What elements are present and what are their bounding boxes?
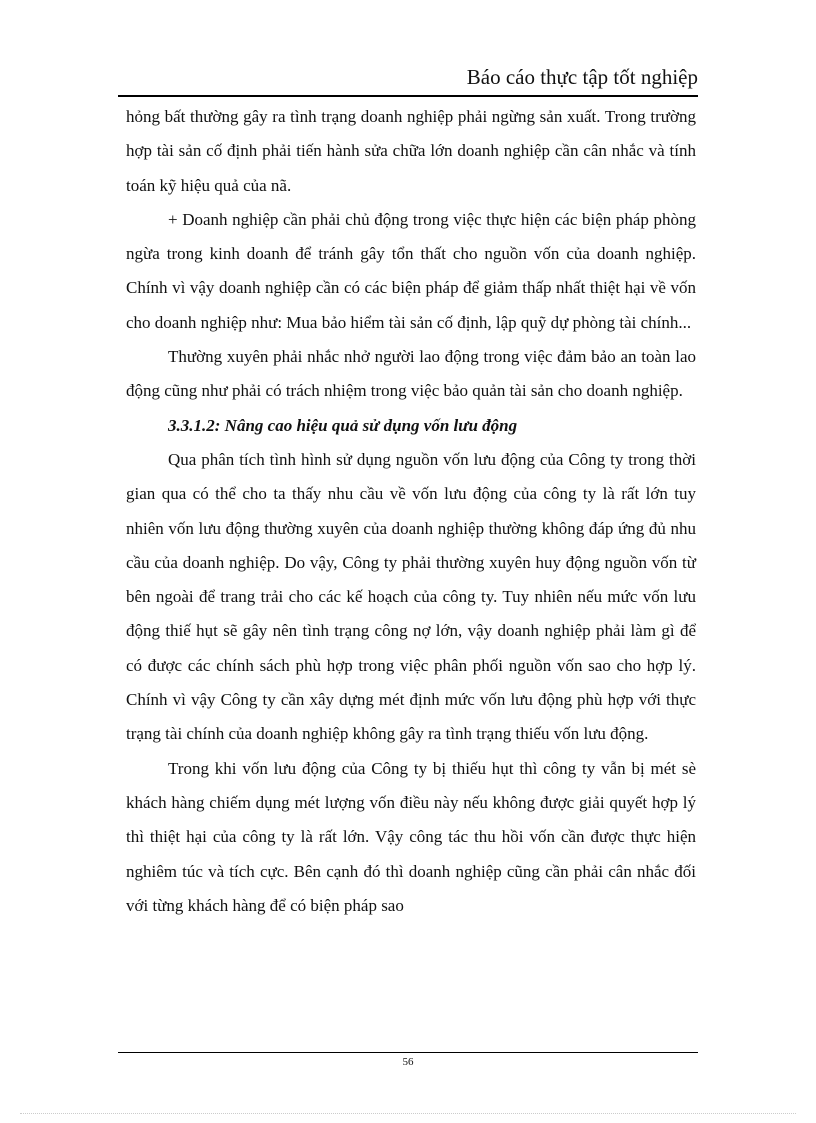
page-edge-dotted-line xyxy=(20,1113,796,1114)
page-header-title: Báo cáo thực tập tốt nghiệp xyxy=(466,65,698,89)
paragraph-working-capital-analysis: Qua phân tích tình hình sử dụng nguồn vốn lưu động của Công ty trong thời gian qua có thể cho ta thấy nhu cầu về vốn lưu động của công ty là rất lớn tuy nhiên vốn lưu động thường xuyên của doanh nghiệp thường không đáp ứng đủ nhu cầu của doanh nghiệp. Do vậy, Công ty phải thường xuyên huy động nguồn vốn từ bên ngoài để trang trải cho các kế hoạch của công ty. Tuy nhiên nếu mức vốn lưu động thiế hụt sẽ gây nên tình trạng công nợ lớn, vậy doanh nghiệp phải làm gì để có được các chính sách phù hợp trong việc phân phối nguồn vốn sao cho hợp lý. Chính vì vậy Công ty cần xây dựng mét định mức vốn lưu động phù hợp với thực trạng tài chính của doanh nghiệp không gây ra tình trạng thiếu vốn lưu động. xyxy=(126,449,696,744)
section-heading: 3.3.1.2: Nâng cao hiệu quả sử dụng vốn lưu động xyxy=(168,415,518,435)
footer-divider xyxy=(118,1052,698,1053)
paragraph-receivables: Trong khi vốn lưu động của Công ty bị thiếu hụt thì công ty vẫn bị mét sè khách hàng chiếm dụng mét lượng vốn điều này nếu không được giải quyết hợp lý thì thiệt hại của công ty là rất lớn. Vậy công tác thu hồi vốn cần được thực hiện nghiêm túc và tích cực. Bên cạnh đó thì doanh nghiệp cũng cần phải cân nhắc đối với từng khách hàng để có biện pháp sao xyxy=(126,758,696,915)
paragraph-continuation: hỏng bất thường gây ra tình trạng doanh nghiệp phải ngừng sản xuất. Trong trường hợp tài sản cố định phải tiến hành sửa chữa lớn doanh nghiệp cần cân nhắc và tính toán kỹ hiệu quả của nã. xyxy=(126,107,696,195)
paragraph-labor-safety: Thường xuyên phải nhắc nhở người lao động trong việc đảm bảo an toàn lao động cũng như phải có trách nhiệm trong việc bảo quản tài sản cho doanh nghiệp. xyxy=(126,347,696,401)
paragraph-risk-prevention: + Doanh nghiệp cần phải chủ động trong việc thực hiện các biện pháp phòng ngừa trong kinh doanh để tránh gây tổn thất cho nguồn vốn của doanh nghiệp. Chính vì vậy doanh nghiệp cần có các biện pháp để giảm thấp nhất thiệt hại về vốn cho doanh nghiệp như: Mua bảo hiểm tài sản cố định, lập quỹ dự phòng tài chính... xyxy=(126,209,696,332)
page-number: 56 xyxy=(402,1056,414,1068)
document-body xyxy=(126,100,696,923)
header-divider xyxy=(118,95,698,97)
